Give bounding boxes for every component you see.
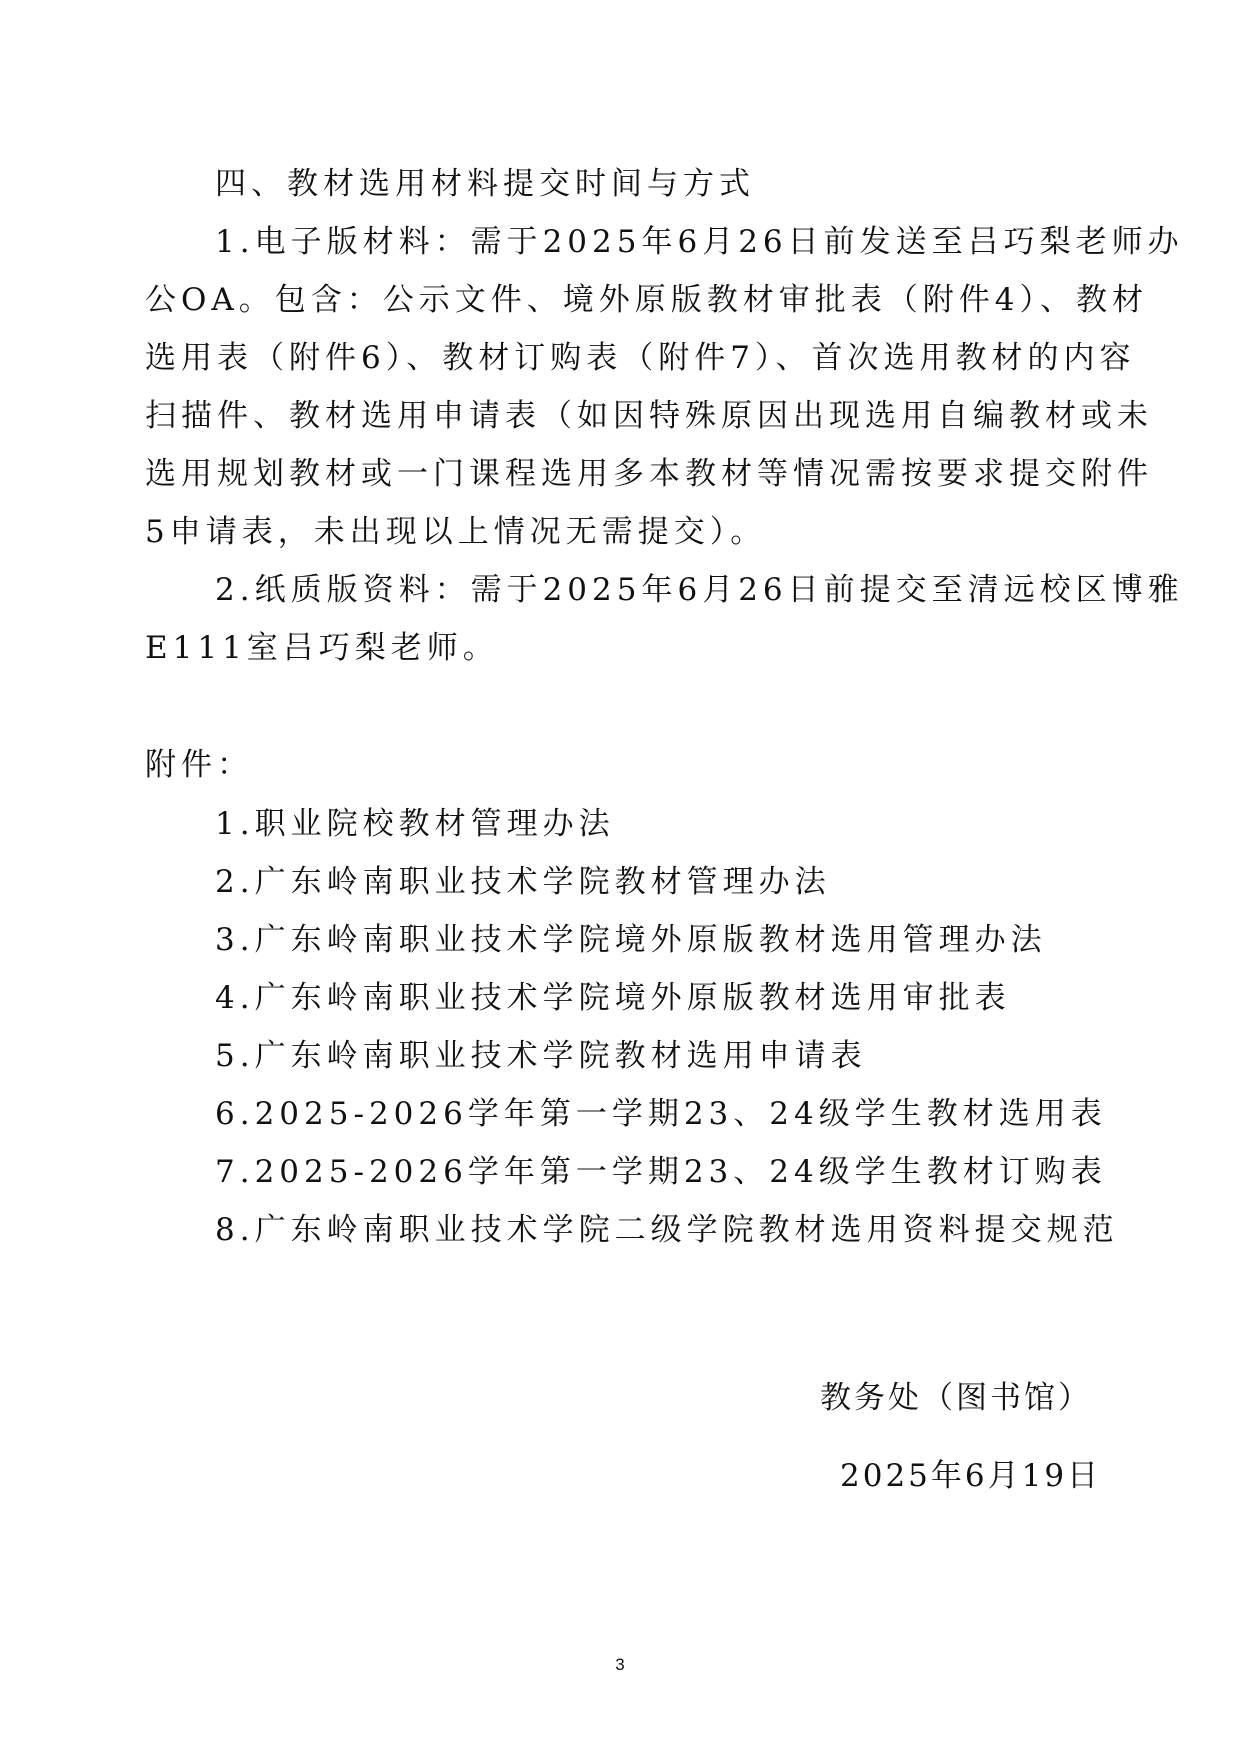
signature-date: 2025年6月19日 bbox=[840, 1458, 1102, 1494]
attachment-item: 1.职业院校教材管理办法 bbox=[215, 806, 615, 842]
item1-line-3: 选用表（附件6）、教材订购表（附件7）、首次选用教材的内容 bbox=[145, 340, 1136, 376]
attachment-item: 6.2025-2026学年第一学期23、24级学生教材选用表 bbox=[215, 1096, 1107, 1132]
item2-line-2: E111室吕巧梨老师。 bbox=[145, 630, 499, 666]
attachment-item: 4.广东岭南职业技术学院境外原版教材选用审批表 bbox=[215, 980, 1011, 1016]
item1-line-4: 扫描件、教材选用申请表（如因特殊原因出现选用自编教材或未 bbox=[145, 398, 1153, 434]
attachment-item: 3.广东岭南职业技术学院境外原版教材选用管理办法 bbox=[215, 922, 1047, 958]
attachment-item: 7.2025-2026学年第一学期23、24级学生教材订购表 bbox=[215, 1154, 1107, 1190]
section-heading: 四、教材选用材料提交时间与方式 bbox=[215, 166, 755, 202]
attachment-item: 5.广东岭南职业技术学院教材选用申请表 bbox=[215, 1038, 867, 1074]
item1-line-2: 公OA。包含：公示文件、境外原版教材审批表（附件4）、教材 bbox=[145, 282, 1149, 318]
signature-office: 教务处（图书馆） bbox=[820, 1380, 1092, 1416]
attachments-label: 附件： bbox=[145, 747, 253, 783]
item1-line-6: 5申请表，未出现以上情况无需提交）。 bbox=[145, 514, 767, 550]
item1-line-5: 选用规划教材或一门课程选用多本教材等情况需按要求提交附件 bbox=[145, 456, 1153, 492]
attachment-item: 2.广东岭南职业技术学院教材管理办法 bbox=[215, 864, 831, 900]
attachment-item: 8.广东岭南职业技术学院二级学院教材选用资料提交规范 bbox=[215, 1212, 1119, 1248]
item2-line-1: 2.纸质版资料：需于2025年6月26日前提交至清远校区博雅 bbox=[215, 572, 1184, 608]
item1-line-1: 1.电子版材料：需于2025年6月26日前发送至吕巧梨老师办 bbox=[215, 224, 1184, 260]
page-number: 3 bbox=[615, 1655, 625, 1674]
